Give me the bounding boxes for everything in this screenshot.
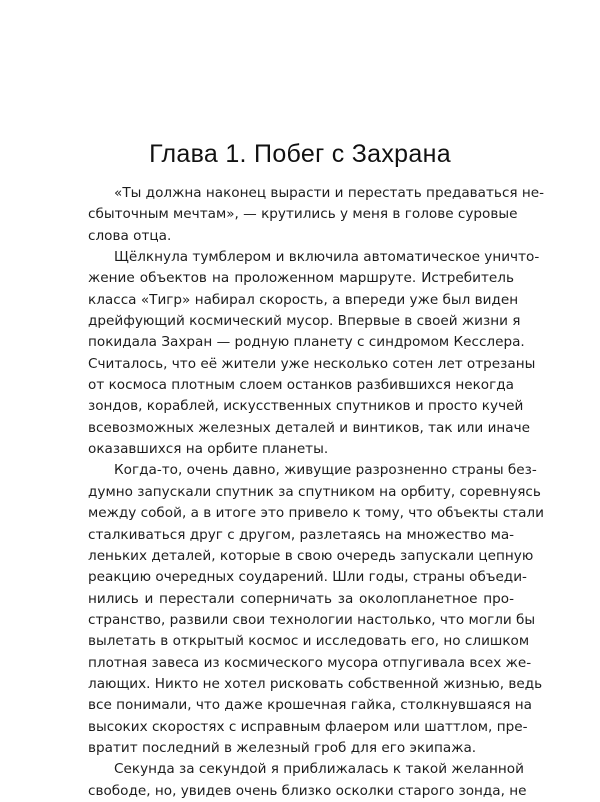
- text-line: сбыточным мечтам», — крутились у меня в голове суровые: [88, 206, 518, 223]
- paragraph: [88, 460, 544, 759]
- chapter-title: Глава 1. Побег с Захрана: [149, 140, 451, 168]
- text-line: слова отца.: [88, 227, 172, 244]
- text-line: между собой, а в итоге это привело к тому, что объекты стали: [88, 505, 544, 522]
- text-line: вратит последний в железный гроб для его экипажа.: [88, 739, 477, 756]
- text-line: Секунда за секундой я приближалась к такой желанной: [114, 761, 524, 778]
- text-line: сталкиваться друг с другом, разлетаясь на множество ма-: [88, 526, 515, 543]
- text-line: плотная завеса из космического мусора отпугивала всех же-: [88, 654, 532, 671]
- text-line: зондов, кораблей, искусственных спутников и просто кучей: [88, 398, 524, 415]
- text-line: свободе, но, увидев очень близко осколки старого зонда, не: [88, 782, 527, 799]
- text-line: все понимали, что даже крошечная гайка, столкнувшаяся на: [88, 697, 532, 714]
- text-line: оказавшихся на орбите планеты.: [88, 441, 329, 458]
- text-line: вылетать в открытый космос и исследовать его, но слишком: [88, 633, 530, 650]
- text-line: думно запускали спутник за спутником на орбиту, соревнуясь: [88, 483, 541, 500]
- text-line: Щёлкнула тумблером и включила автоматическое уничто-: [114, 249, 540, 266]
- paragraph: [88, 759, 527, 802]
- chapter-body: [88, 183, 545, 802]
- text-line: леньких деталей, которые в свою очередь запускали цепную: [88, 547, 534, 564]
- text-line: нились и перестали соперничать за околопланетное про-: [88, 590, 514, 607]
- text-line: «Ты должна наконец вырасти и перестать предаваться не-: [114, 185, 545, 201]
- text-line: дрейфующий космический мусор. Впервые в своей жизни я: [88, 313, 521, 330]
- text-line: Когда-то, очень давно, живущие разрозненно страны без-: [114, 462, 537, 479]
- paragraph: [88, 183, 545, 247]
- text-line: реакцию очередных соударений. Шли годы, страны объеди-: [88, 569, 527, 586]
- text-line: от космоса плотным слоем останков разбившихся некогда: [88, 377, 514, 394]
- text-line: класса «Тигр» набирал скорость, а впереди уже был виден: [88, 291, 519, 308]
- paragraph: [88, 247, 540, 460]
- text-line: покидала Захран — родную планету с синдромом Кесслера.: [88, 334, 525, 351]
- text-line: всевозможных железных деталей и винтиков, так или иначе: [88, 419, 531, 436]
- text-line: странство, развили свои технологии настолько, что могли бы: [88, 611, 536, 628]
- text-line: лающих. Никто не хотел рисковать собственной жизнью, ведь: [88, 675, 543, 692]
- text-line: высоких скоростях с исправным флаером или шаттлом, пре-: [88, 718, 528, 735]
- text-line: жение объектов на проложенном маршруте. Истребитель: [88, 270, 514, 287]
- text-line: Считалось, что её жители уже несколько сотен лет отрезаны: [88, 355, 536, 372]
